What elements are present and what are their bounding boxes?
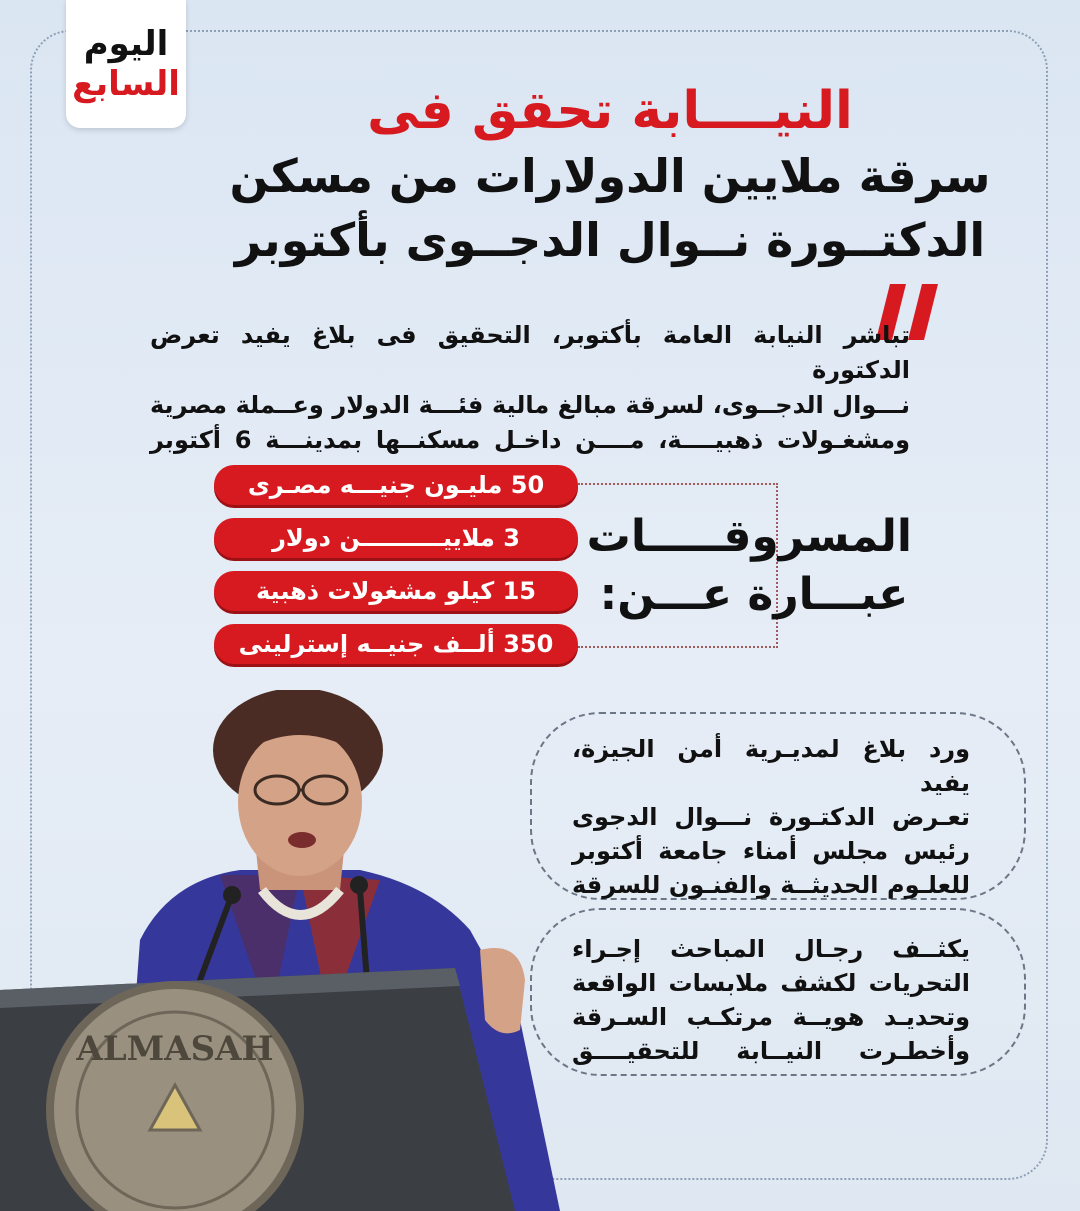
headline-line-3: الدكتــورة نــوال الدجــوى بأكتوبر bbox=[234, 213, 986, 267]
stolen-items-list bbox=[214, 465, 578, 677]
speaker-photo bbox=[0, 690, 600, 1211]
logo-line-1: اليوم bbox=[83, 24, 169, 64]
info-bubble-report bbox=[530, 712, 1026, 900]
stolen-item-pill: 3 ملاييــــــــــن دولار bbox=[214, 518, 578, 558]
intro-line: ومشغـولات ذهبيــــة، مــــن داخـل مسكنــها بمدينـــة 6 أكتوبر bbox=[150, 426, 910, 454]
intro-line: تباشر النيابة العامة بأكتوبر، التحقيق فى بلاغ يفيد تعرض الدكتورة bbox=[150, 321, 910, 384]
stolen-items-title bbox=[586, 508, 912, 624]
headline-line-1: النيــــابة تحقق فى bbox=[367, 81, 853, 141]
stolen-item-pill: 50 مليـون جنيـــه مصـرى bbox=[214, 465, 578, 505]
bubble-line: وأخطـرت النيــابة للتحقيــــق bbox=[572, 1037, 970, 1065]
logo-line-2: السابع bbox=[72, 64, 180, 104]
bubble-line: رئيس مجلس أمناء جامعة أكتوبر bbox=[572, 837, 970, 865]
logo-youm7[interactable] bbox=[66, 0, 186, 128]
stolen-item-pill: 15 كيلو مشغولات ذهبية bbox=[214, 571, 578, 611]
podium-seal-text: ALMASAH bbox=[76, 1029, 274, 1069]
intro-paragraph bbox=[150, 318, 910, 458]
bubble-line: تعـرض الدكتـورة نـــوال الدجوى bbox=[572, 803, 970, 831]
headline-line-2: سرقة ملايين الدولارات من مسكن bbox=[229, 149, 991, 203]
bubble-line: يكثــف رجـال المباحث إجـراء bbox=[572, 935, 970, 963]
stolen-title-line-2: عبـــارة عـــن: bbox=[599, 569, 909, 620]
stolen-item-pill: 350 ألــف جنيــه إسترلينى bbox=[214, 624, 578, 664]
info-bubble-investigation bbox=[530, 908, 1026, 1076]
bubble-line: وتحديـد هويــة مرتكـب السـرقة bbox=[572, 1003, 970, 1031]
bubble-line: التحريات لكشف ملابسات الواقعة bbox=[572, 969, 970, 997]
intro-line: نـــوال الدجــوى، لسرقة مبالغ مالية فئـــة الدولار وعــملة مصرية bbox=[150, 391, 910, 419]
bubble-line: للعلـوم الحديثــة والفنـون للسرقة bbox=[572, 871, 970, 899]
stolen-title-line-1: المسروقـــــات bbox=[586, 511, 912, 562]
headline bbox=[180, 78, 1040, 272]
bubble-line: ورد بلاغ لمديـرية أمن الجيزة، يفيد bbox=[572, 735, 970, 797]
